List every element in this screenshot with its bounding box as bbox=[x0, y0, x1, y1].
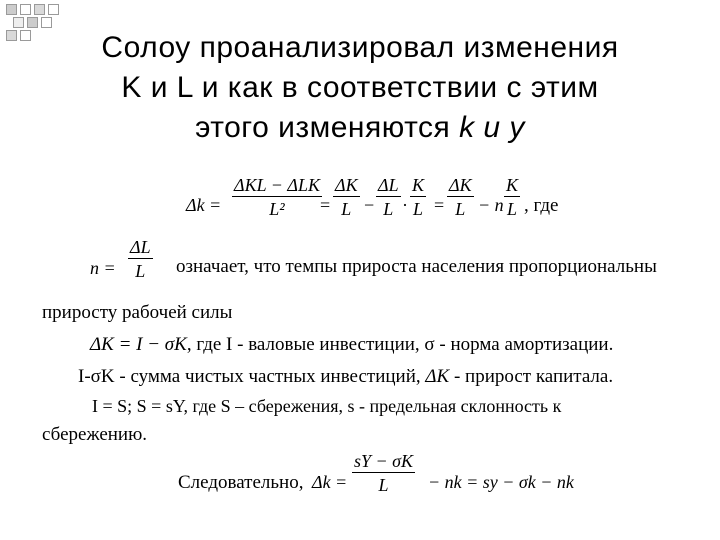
f2-fraction bbox=[128, 236, 153, 283]
f1-fraction-4-den: L bbox=[413, 199, 424, 219]
f1-fraction-5-num: ΔK bbox=[449, 175, 472, 195]
f1-lhs: Δk = bbox=[186, 195, 222, 215]
f1-fraction-2-num: ΔK bbox=[335, 175, 358, 195]
conclusion-lhs: Δk = bbox=[312, 472, 348, 492]
f1-fraction-3-den: L bbox=[383, 199, 394, 219]
title-line-3 bbox=[40, 108, 680, 148]
f2-lhs: n = bbox=[90, 258, 116, 278]
line-savings: I = S; S = sY, где S – сбережения, s - предельная склонность к bbox=[92, 396, 562, 416]
slide-title bbox=[40, 28, 680, 148]
f2-description: означает, что темпы прироста населения пропорциональны bbox=[176, 256, 657, 277]
f1-fraction-6-num: K bbox=[506, 175, 519, 195]
net-investment-formula: ΔK bbox=[425, 366, 450, 387]
f1-fraction-1-num: ΔKL − ΔLK bbox=[234, 175, 320, 195]
line-net-investment bbox=[78, 366, 613, 388]
conclusion-label: Следовательно, bbox=[178, 472, 304, 493]
f1-fraction-2-den: L bbox=[341, 199, 352, 219]
delta-K-text: , где I - валовые инвестиции, σ - норма амортизации. bbox=[186, 334, 614, 355]
conclusion-fraction bbox=[352, 450, 415, 497]
line-savings-end: сбережению. bbox=[42, 424, 148, 445]
f1-fraction-4-num: K bbox=[412, 175, 425, 195]
f1-eq-3: = bbox=[434, 195, 445, 215]
conclusion-fraction-den: L bbox=[378, 475, 389, 495]
f1-fraction-6 bbox=[504, 174, 520, 221]
net-investment-text-1: I-σK - сумма чистых частных инвестиций, bbox=[78, 366, 426, 387]
f1-fraction-1 bbox=[232, 174, 322, 221]
conclusion-fraction-num: sY − σK bbox=[354, 451, 414, 471]
f2-fraction-den: L bbox=[135, 261, 146, 281]
line-delta-K bbox=[90, 334, 613, 356]
f1-dot: · bbox=[402, 195, 408, 215]
f1-fraction-3-num: ΔL bbox=[378, 175, 399, 195]
f1-suffix: , где bbox=[524, 195, 559, 216]
f1-fraction-3 bbox=[376, 174, 401, 221]
title-line-2: K и L и как в соответствии с этим bbox=[121, 71, 599, 104]
delta-K-formula: ΔK = I − σK bbox=[90, 334, 187, 355]
title-line-3-text: этого изменяются bbox=[195, 111, 460, 144]
f1-minus-n: − n bbox=[478, 195, 504, 215]
f1-fraction-2 bbox=[333, 174, 360, 221]
net-investment-text-2: - прирост капитала. bbox=[449, 366, 614, 387]
f1-fraction-1-den: L² bbox=[269, 199, 285, 219]
title-line-3-vars: k и y bbox=[459, 111, 525, 144]
f2-fraction-num: ΔL bbox=[130, 237, 151, 257]
f1-minus: − bbox=[364, 195, 375, 215]
f1-fraction-6-den: L bbox=[507, 199, 518, 219]
title-line-1: Солоу проанализировал изменения bbox=[101, 31, 619, 64]
f1-fraction-5-den: L bbox=[455, 199, 466, 219]
f1-eq-2: = bbox=[320, 195, 331, 215]
conclusion-rhs: − nk = sy − σk − nk bbox=[428, 472, 574, 492]
f1-fraction-5 bbox=[447, 174, 474, 221]
text-proportional: приросту рабочей силы bbox=[42, 302, 233, 323]
f1-fraction-4 bbox=[410, 174, 426, 221]
